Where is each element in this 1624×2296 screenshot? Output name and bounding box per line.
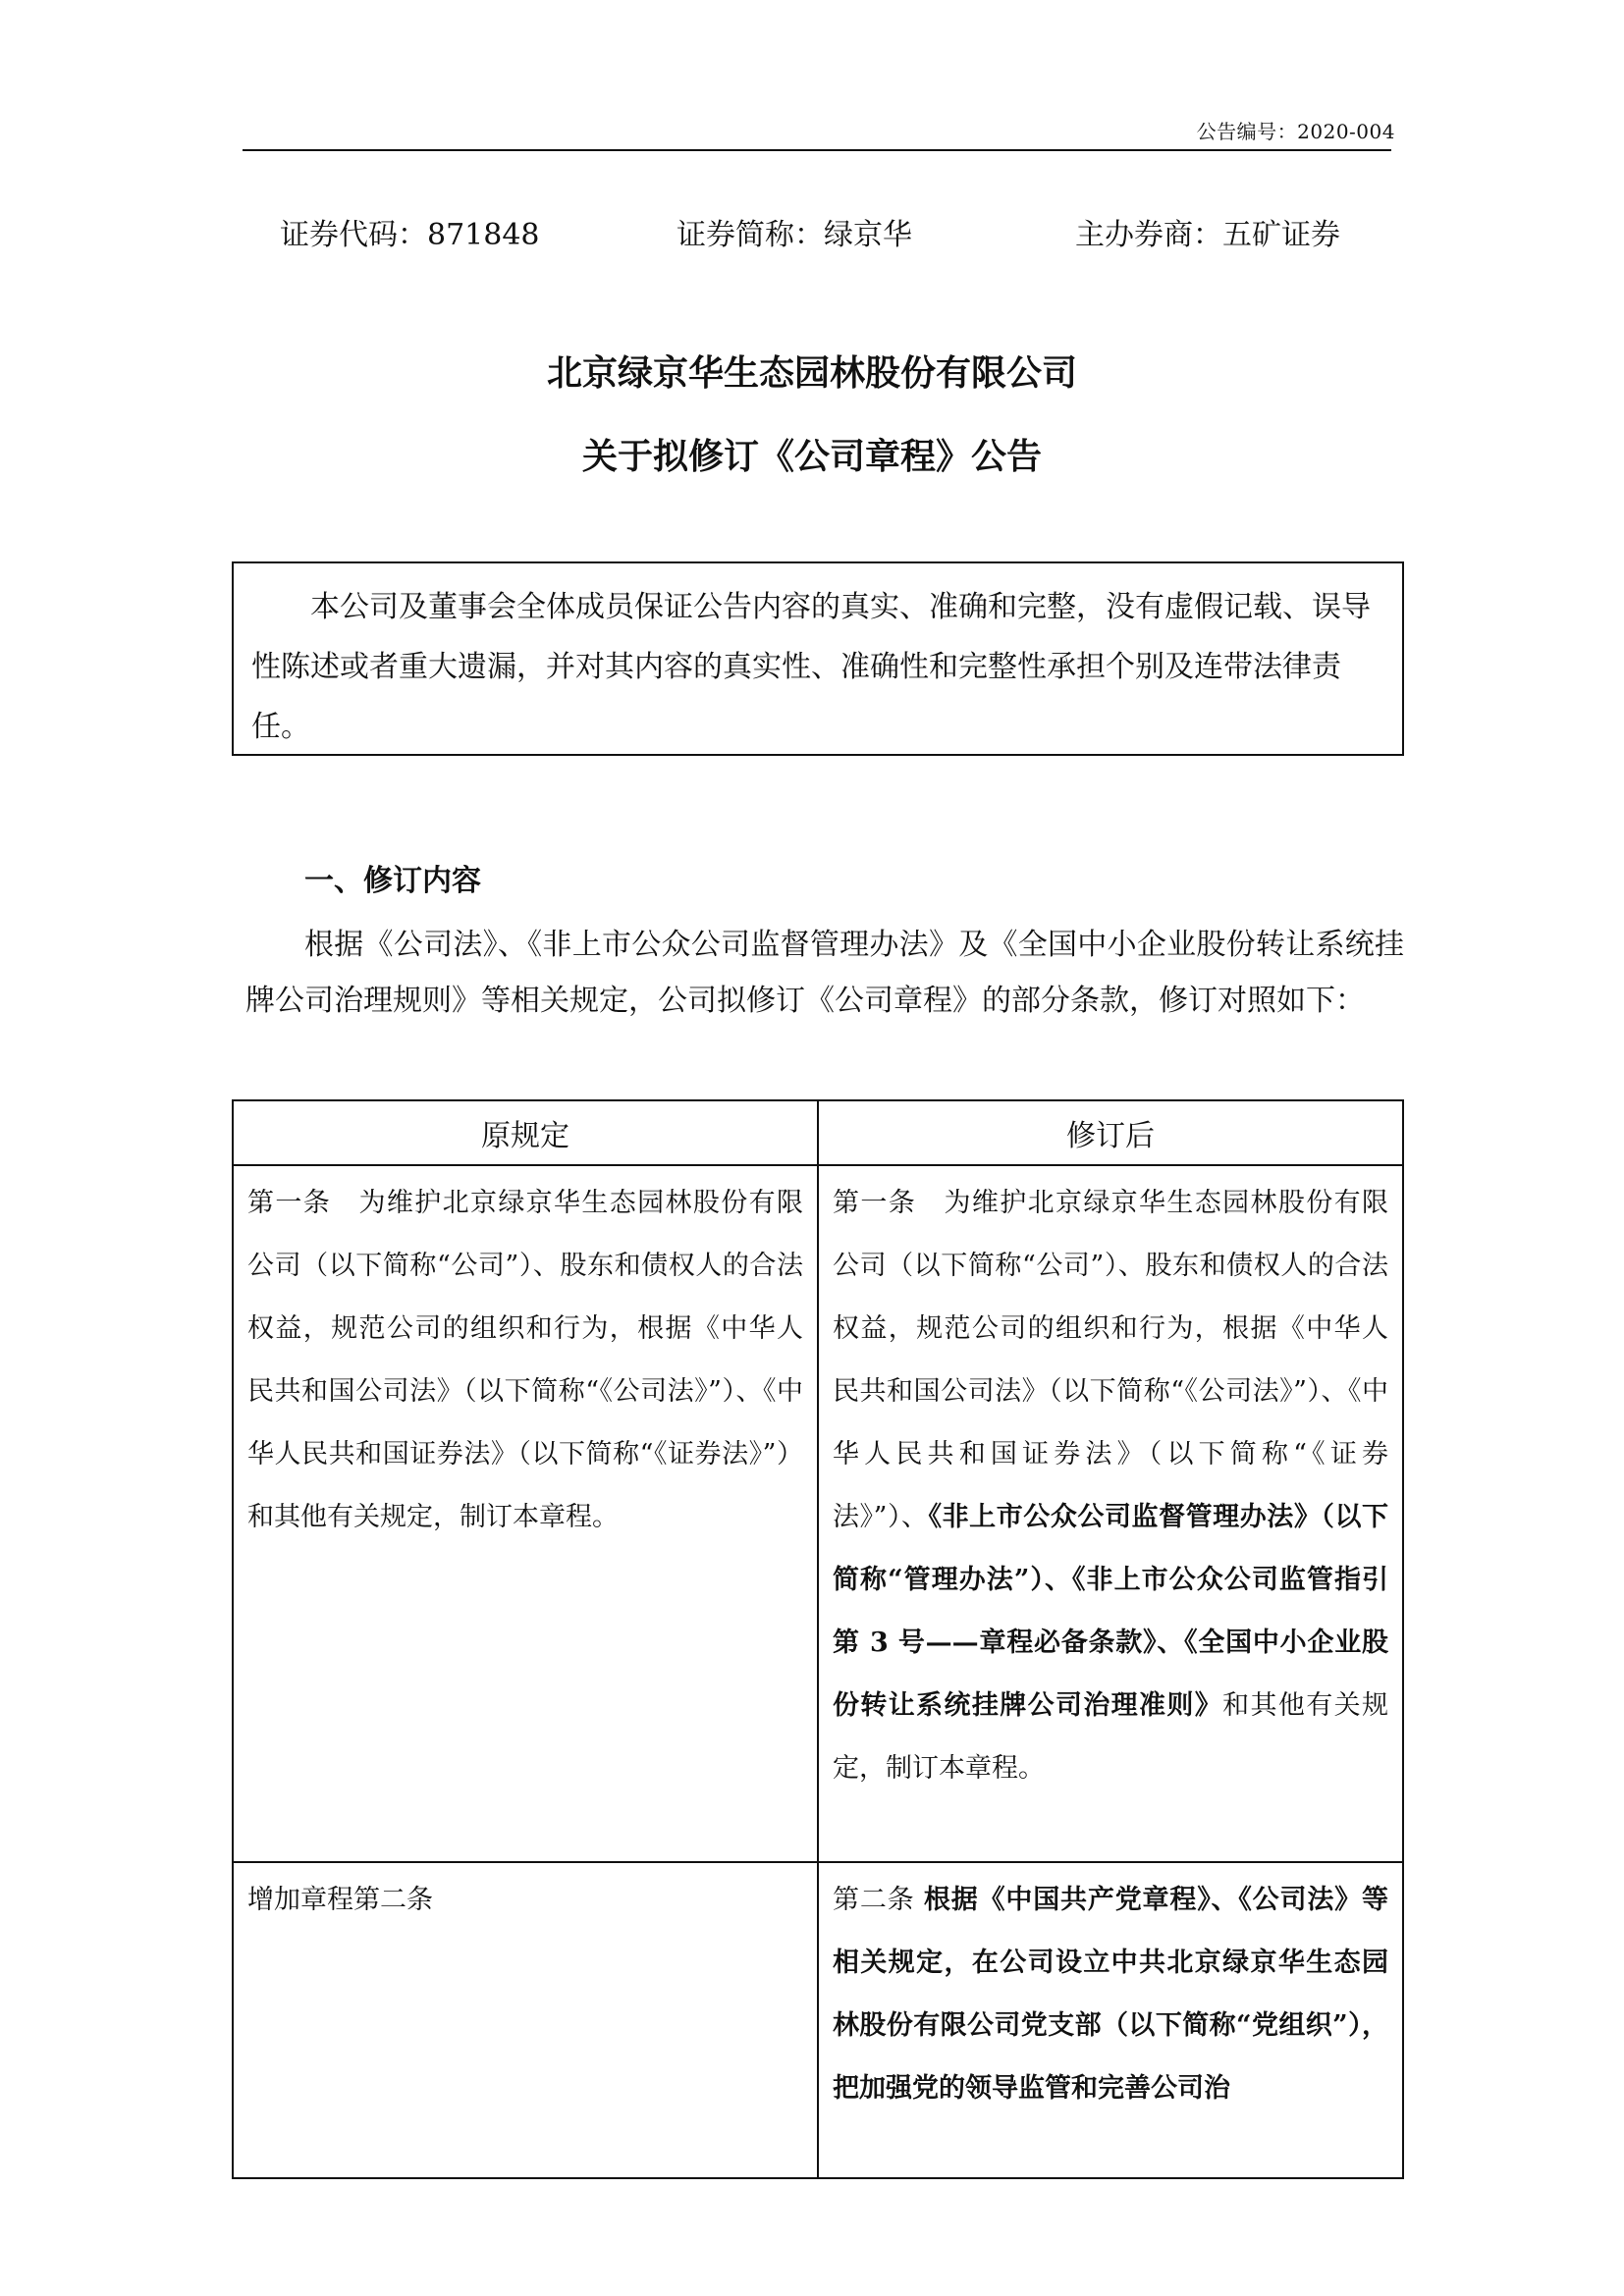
table-row <box>233 1165 1403 1862</box>
announcement-title: 关于拟修订《公司章程》公告 <box>581 436 1042 477</box>
original-clause: 增加章程第二条 <box>233 1862 818 2178</box>
company-name-title: 北京绿京华生态园林股份有限公司 <box>546 352 1077 394</box>
securities-short-name: 证券简称：绿京华 <box>677 218 912 252</box>
header-revised: 修订后 <box>818 1100 1403 1165</box>
revised-text-added: 根据《中国共产党章程》、《公司法》等相关规定，在公司设立中共北京绿京华生态园林股份有限公司党支部（以下简称“党组织”），把加强党的领导监管和完善公司治 <box>833 1885 1388 2104</box>
disclaimer-box <box>232 561 1404 756</box>
revised-clause <box>818 1165 1403 1862</box>
section-heading: 一、修订内容 <box>304 864 481 898</box>
table-row <box>233 1862 1403 2178</box>
announcement-number: 公告编号：2020-004 <box>1196 120 1395 143</box>
header-original: 原规定 <box>233 1100 818 1165</box>
securities-info-row <box>280 210 1380 255</box>
disclaimer-text: 本公司及董事会全体成员保证公告内容的真实、准确和完整，没有虚假记载、误导性陈述或者重大遗漏，并对其内容的真实性、准确性和完整性承担个别及连带法律责任。 <box>251 590 1371 744</box>
intro-paragraph-container <box>245 917 1404 1029</box>
revision-comparison-table <box>232 1099 1404 2179</box>
original-clause: 第一条 为维护北京绿京华生态园林股份有限公司（以下简称“公司”）、股东和债权人的合法权益，规范公司的组织和行为，根据《中华人民共和国公司法》（以下简称“《公司法》”）、《中华人民共和国证券法》（以下简称“《证券法》”）和其他有关规定，制订本章程。 <box>233 1165 818 1862</box>
revised-text-added: 《非上市公众公司监督管理办法》（以下简称“管理办法”）、《非上市公众公司监管指引第 3 号——章程必备条款》、《全国中小企业股份转让系统挂牌公司治理准则》 <box>833 1502 1388 1721</box>
revised-clause <box>818 1862 1403 2178</box>
revised-text-plain: 第二条 <box>833 1885 924 1915</box>
intro-paragraph: 根据《公司法》、《非上市公众公司监督管理办法》及《全国中小企业股份转让系统挂牌公司治理规则》等相关规定，公司拟修订《公司章程》的部分条款，修订对照如下： <box>245 928 1404 1018</box>
revised-text-plain-end: 和其他有关规定，制订本章程。 <box>833 1690 1389 1784</box>
revised-text-plain: 第一条 为维护北京绿京华生态园林股份有限公司（以下简称“公司”）、股东和债权人的合法权益，规范公司的组织和行为，根据《中华人民共和国公司法》（以下简称“《公司法》”）、《中华人民共和国证券法》（以下简称“《证券法》”）、 <box>833 1188 1388 1532</box>
table-header-row <box>233 1100 1403 1165</box>
sponsor-broker: 主办券商：五矿证券 <box>1075 218 1340 252</box>
header-divider <box>243 149 1391 151</box>
securities-code: 证券代码：871848 <box>280 218 540 252</box>
